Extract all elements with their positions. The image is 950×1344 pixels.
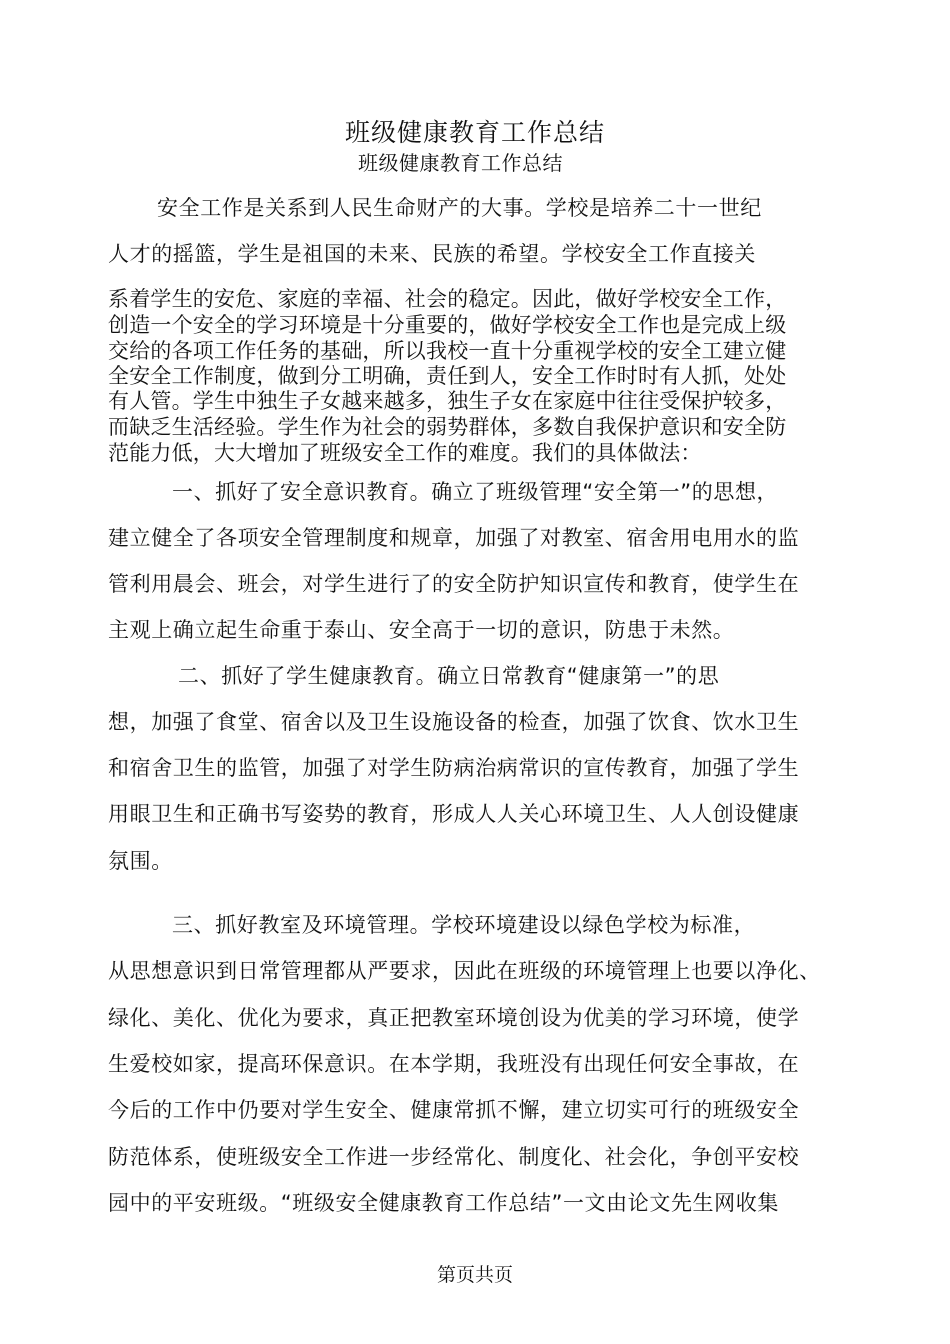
body-line: 有人管。学生中独生子女越来越多，独生子女在家庭中往往受保护较多，: [108, 389, 787, 413]
body-line: 从思想意识到日常管理都从严要求，因此在班级的环境管理上也要以净化、: [108, 959, 821, 983]
body-line: 绿化、美化、优化为要求，真正把教室环境创设为优美的学习环境，使学: [108, 1006, 800, 1030]
document-title: 班级健康教育工作总结: [344, 118, 605, 147]
body-line: 系着学生的安危、家庭的幸福、社会的稳定。因此，做好学校安全工作，: [108, 287, 787, 311]
body-line: 二、抓好了学生健康教育。确立日常教育“健康第一”的思: [178, 664, 720, 688]
body-line: 想，加强了食堂、宿舍以及卫生设施设备的检查，加强了饮食、饮水卫生: [108, 710, 800, 734]
body-line: 一、抓好了安全意识教育。确立了班级管理“安全第一”的思想，: [172, 480, 779, 504]
body-line: 人才的摇篮，学生是祖国的未来、民族的希望。学校安全工作直接关: [108, 242, 756, 266]
body-line: 今后的工作中仍要对学生安全、健康常抓不懈，建立切实可行的班级安全: [108, 1098, 800, 1122]
body-line: 用眼卫生和正确书写姿势的教育，形成人人关心环境卫生、人人创设健康: [108, 802, 800, 826]
body-line: 三、抓好教室及环境管理。学校环境建设以绿色学校为标准，: [172, 913, 756, 937]
body-line: 园中的平安班级。“班级安全健康教育工作总结”一文由论文先生网收集: [108, 1191, 779, 1215]
body-line: 管利用晨会、班会，对学生进行了的安全防护知识宣传和教育，使学生在: [108, 572, 800, 596]
body-line: 防范体系，使班级安全工作进一步经常化、制度化、社会化，争创平安校: [108, 1145, 800, 1169]
body-line: 和宿舍卫生的监管，加强了对学生防病治病常识的宣传教育，加强了学生: [108, 756, 800, 780]
body-line: 氛围。: [108, 849, 173, 873]
body-line: 而缺乏生活经验。学生作为社会的弱势群体，多数自我保护意识和安全防: [108, 415, 787, 439]
document-subtitle: 班级健康教育工作总结: [358, 151, 563, 175]
body-line: 全安全工作制度，做到分工明确，责任到人，安全工作时时有人抓，处处: [108, 364, 787, 388]
body-line: 交给的各项工作任务的基础，所以我校一直十分重视学校的安全工建立健: [108, 339, 787, 363]
body-line: 主观上确立起生命重于泰山、安全高于一切的意识，防患于未然。: [108, 618, 735, 642]
body-line: 建立健全了各项安全管理制度和规章，加强了对教室、宿舍用电用水的监: [108, 526, 800, 550]
page-footer: 第页共页: [436, 1264, 513, 1286]
body-line: 创造一个安全的学习环境是十分重要的，做好学校安全工作也是完成上级: [108, 313, 787, 337]
body-line: 安全工作是关系到人民生命财产的大事。学校是培养二十一世纪: [157, 196, 762, 220]
body-line: 范能力低，大大增加了班级安全工作的难度。我们的具体做法：: [108, 441, 702, 465]
body-line: 生爱校如家，提高环保意识。在本学期，我班没有出现任何安全事故，在: [108, 1052, 800, 1076]
